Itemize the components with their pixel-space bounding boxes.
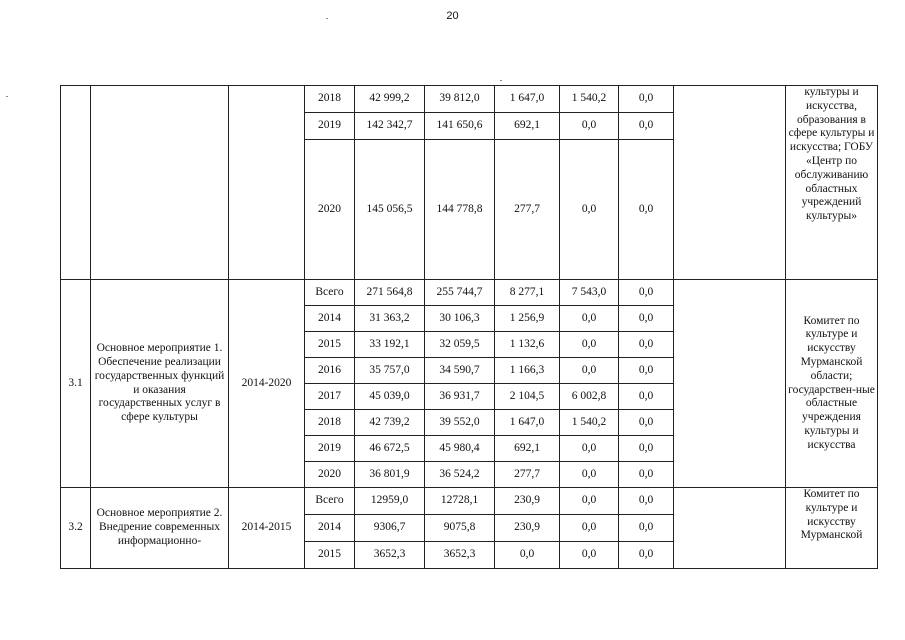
- total-cell: 36 801,9: [355, 462, 425, 488]
- total-cell: 31 363,2: [355, 306, 425, 332]
- value-cell: 30 106,3: [425, 306, 495, 332]
- value-cell: 45 980,4: [425, 436, 495, 462]
- year-cell: 2019: [305, 113, 355, 140]
- value-cell: 277,7: [495, 140, 560, 280]
- value-cell: 34 590,7: [425, 358, 495, 384]
- value-cell: 0,0: [560, 542, 619, 569]
- year-cell: 2015: [305, 332, 355, 358]
- section-number-cell: [61, 86, 91, 280]
- section-name-cell: Основное мероприятие 2. Внедрение современных информационно-: [91, 488, 229, 569]
- value-cell: 0,0: [619, 488, 674, 515]
- value-cell: 39 552,0: [425, 410, 495, 436]
- value-cell: 36 931,7: [425, 384, 495, 410]
- year-cell: 2018: [305, 86, 355, 113]
- total-cell: 271 564,8: [355, 280, 425, 306]
- value-cell: 12728,1: [425, 488, 495, 515]
- value-cell: 0,0: [560, 332, 619, 358]
- value-cell: 1 647,0: [495, 410, 560, 436]
- value-cell: 0,0: [560, 358, 619, 384]
- section-name-cell: Основное мероприятие 1. Обеспечение реализации государственных функций и оказания государственных услуг в сфере культуры: [91, 280, 229, 488]
- section-name-cell: [91, 86, 229, 280]
- year-cell: 2020: [305, 462, 355, 488]
- table-row: [61, 280, 878, 306]
- value-cell: 8 277,1: [495, 280, 560, 306]
- value-cell: 0,0: [619, 306, 674, 332]
- empty-cell: [674, 280, 786, 488]
- year-cell: 2019: [305, 436, 355, 462]
- value-cell: 7 543,0: [560, 280, 619, 306]
- value-cell: 1 166,3: [495, 358, 560, 384]
- year-cell: 2016: [305, 358, 355, 384]
- value-cell: 9075,8: [425, 515, 495, 542]
- total-cell: 42 999,2: [355, 86, 425, 113]
- value-cell: 0,0: [619, 542, 674, 569]
- value-cell: 1 540,2: [560, 86, 619, 113]
- value-cell: 0,0: [619, 280, 674, 306]
- total-cell: 9306,7: [355, 515, 425, 542]
- total-cell: 3652,3: [355, 542, 425, 569]
- year-cell: 2015: [305, 542, 355, 569]
- total-cell: 46 672,5: [355, 436, 425, 462]
- value-cell: 0,0: [619, 140, 674, 280]
- value-cell: 0,0: [560, 113, 619, 140]
- year-cell: 2014: [305, 306, 355, 332]
- period-cell: 2014-2015: [229, 488, 305, 569]
- period-cell: 2014-2020: [229, 280, 305, 488]
- total-cell: 145 056,5: [355, 140, 425, 280]
- total-cell: 12959,0: [355, 488, 425, 515]
- page-number: 20: [446, 10, 459, 22]
- value-cell: 0,0: [495, 542, 560, 569]
- value-cell: 6 002,8: [560, 384, 619, 410]
- value-cell: 144 778,8: [425, 140, 495, 280]
- value-cell: 230,9: [495, 488, 560, 515]
- empty-cell: [674, 86, 786, 280]
- responsible-cell: Комитет по культуре и искусству Мурманской области; государствен-ные областные учреждения культуры и искусства: [786, 280, 878, 488]
- value-cell: 0,0: [560, 462, 619, 488]
- value-cell: 1 132,6: [495, 332, 560, 358]
- value-cell: 1 540,2: [560, 410, 619, 436]
- value-cell: 1 647,0: [495, 86, 560, 113]
- value-cell: 0,0: [560, 515, 619, 542]
- empty-cell: [674, 488, 786, 569]
- value-cell: 0,0: [560, 306, 619, 332]
- value-cell: 0,0: [619, 436, 674, 462]
- value-cell: 32 059,5: [425, 332, 495, 358]
- value-cell: 39 812,0: [425, 86, 495, 113]
- value-cell: 230,9: [495, 515, 560, 542]
- responsible-cell: [786, 86, 878, 280]
- value-cell: 0,0: [619, 358, 674, 384]
- responsible-cell: Комитет по культуре и искусству Мурманской: [786, 488, 878, 569]
- value-cell: 0,0: [619, 462, 674, 488]
- year-cell: 2020: [305, 140, 355, 280]
- responsible-text: культуры и искусства, образования в сфере культуры и искусства; ГОБУ «Центр по обслуживанию областных учреждений культуры»: [788, 86, 875, 223]
- value-cell: 0,0: [560, 436, 619, 462]
- value-cell: 692,1: [495, 436, 560, 462]
- value-cell: 0,0: [619, 515, 674, 542]
- total-cell: 33 192,1: [355, 332, 425, 358]
- section-number-cell: 3.2: [61, 488, 91, 569]
- value-cell: 2 104,5: [495, 384, 560, 410]
- value-cell: 692,1: [495, 113, 560, 140]
- total-cell: 35 757,0: [355, 358, 425, 384]
- value-cell: 0,0: [619, 113, 674, 140]
- value-cell: 36 524,2: [425, 462, 495, 488]
- value-cell: 0,0: [560, 140, 619, 280]
- value-cell: 0,0: [619, 410, 674, 436]
- table-row: [61, 488, 878, 515]
- value-cell: 3652,3: [425, 542, 495, 569]
- section-number-cell: 3.1: [61, 280, 91, 488]
- value-cell: 0,0: [619, 332, 674, 358]
- period-cell: [229, 86, 305, 280]
- budget-table: [60, 85, 878, 569]
- table-row: [61, 86, 878, 113]
- year-cell: Всего: [305, 280, 355, 306]
- value-cell: 0,0: [619, 86, 674, 113]
- year-cell: 2014: [305, 515, 355, 542]
- year-cell: 2018: [305, 410, 355, 436]
- year-cell: 2017: [305, 384, 355, 410]
- total-cell: 42 739,2: [355, 410, 425, 436]
- value-cell: 255 744,7: [425, 280, 495, 306]
- value-cell: 141 650,6: [425, 113, 495, 140]
- scan-speck: [6, 96, 8, 97]
- value-cell: 277,7: [495, 462, 560, 488]
- scan-speck: [326, 18, 328, 19]
- total-cell: 142 342,7: [355, 113, 425, 140]
- value-cell: 0,0: [619, 384, 674, 410]
- value-cell: 0,0: [560, 488, 619, 515]
- total-cell: 45 039,0: [355, 384, 425, 410]
- value-cell: 1 256,9: [495, 306, 560, 332]
- scan-speck: [500, 80, 502, 81]
- year-cell: Всего: [305, 488, 355, 515]
